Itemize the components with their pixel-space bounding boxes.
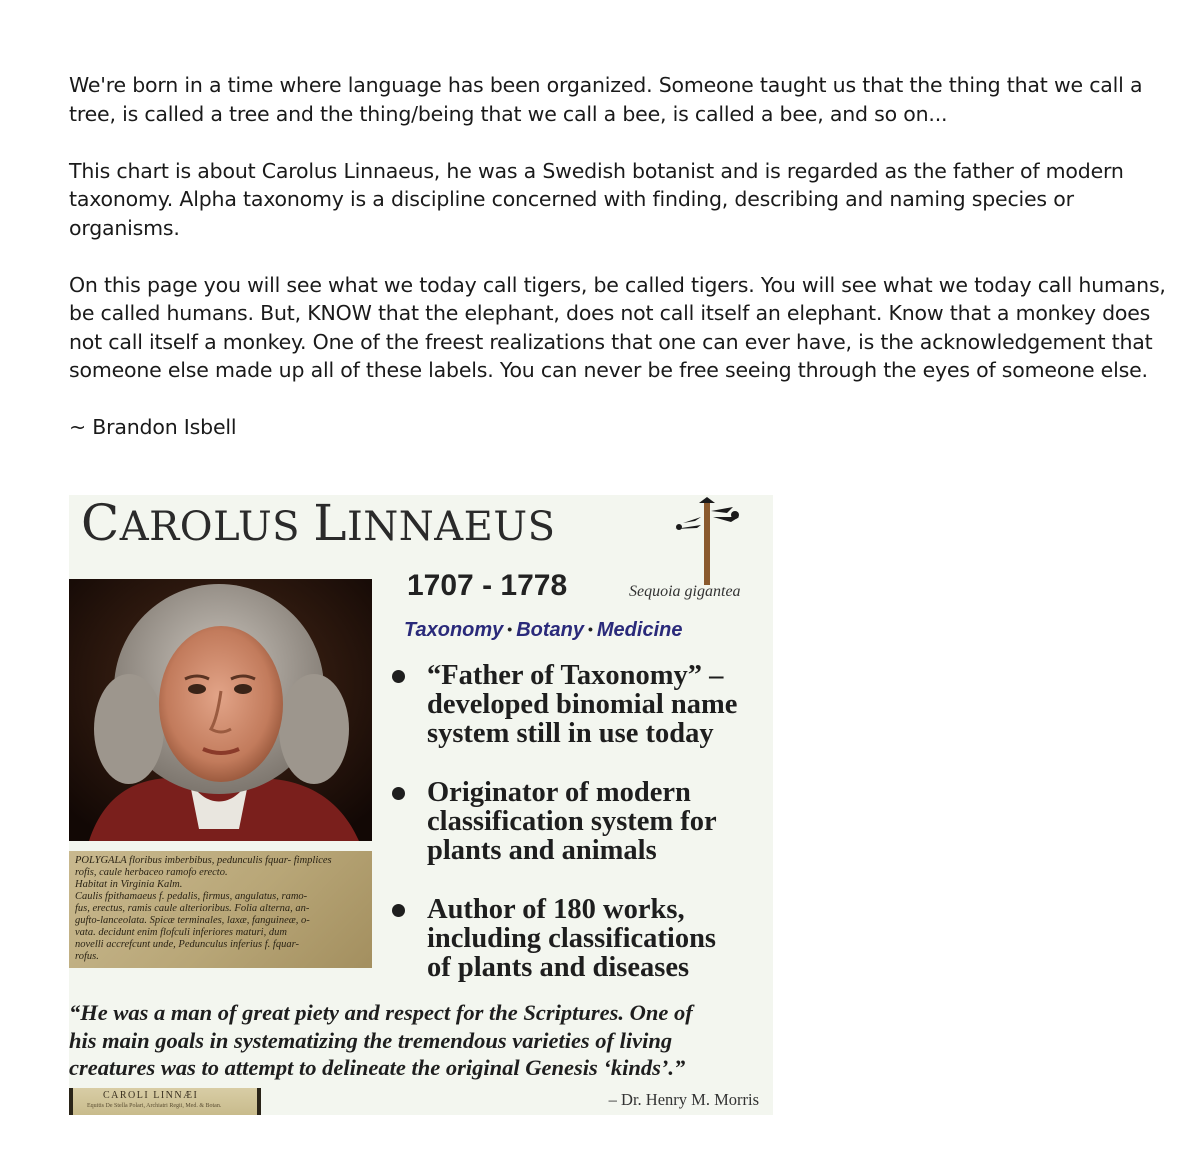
field-separator: •: [587, 621, 593, 637]
bullet-line: Author of 180 works,: [427, 894, 685, 925]
title-initial-c: C: [81, 495, 120, 552]
manuscript-line: vata. decidunt enim flofculi inferiores maturi, dum: [75, 927, 287, 938]
field-taxonomy: Taxonomy: [404, 619, 504, 641]
field-separator: •: [507, 621, 513, 637]
bullet-line: including classifications: [427, 923, 717, 954]
manuscript-line: Habitat in Virginia Kalm.: [75, 879, 183, 890]
bullet-item: [387, 661, 773, 748]
species-caption: Sequoia gigantea: [629, 583, 741, 600]
bullet-item: [387, 895, 773, 982]
bullet-line: developed binomial name: [427, 689, 738, 720]
manuscript-line: rofis, caule herbaceo ramofo erecto.: [75, 867, 228, 878]
bullet-line: system still in use today: [427, 718, 714, 749]
manuscript-line: novelli accrefcunt unde, Pedunculus inferius f. fquar-: [75, 939, 299, 950]
fields-list: [404, 619, 682, 642]
quote-attribution: – Dr. Henry M. Morris: [608, 1090, 759, 1109]
title-initial-l: L: [313, 495, 347, 552]
manuscript-line: rofus.: [75, 951, 99, 962]
intro-paragraph-1: We're born in a time where language has been organized. Someone taught us that the thing that we call a tree, is called a tree and the thing/being that we call a bee, is called a bee, and so on...: [69, 73, 1143, 126]
sequoia-tree-icon: [673, 495, 743, 585]
linnaeus-poster: [69, 495, 773, 1115]
life-years: 1707 - 1778: [407, 569, 568, 602]
morris-quote: [69, 999, 773, 1082]
book-title: CAROLI LINNÆI: [103, 1090, 199, 1101]
field-botany: Botany: [516, 619, 584, 641]
manuscript-line: fus, erectus, ramis caule alterioribus. Folia alterna, an-: [75, 903, 310, 914]
quote-line: his main goals in systematizing the tremendous varieties of living: [69, 1027, 673, 1053]
bullet-line: Originator of modern: [427, 777, 691, 808]
bullet-list: [387, 661, 773, 1012]
bullet-dot: [392, 904, 405, 917]
bullet-dot: [392, 670, 405, 683]
manuscript-line: gufto-lanceolata. Spicæ terminales, laxæ, fanguineæ, o-: [75, 915, 310, 926]
manuscript-excerpt: [69, 851, 372, 968]
poster-title: [81, 495, 555, 555]
title-rest-linnaeus: INNAEUS: [346, 504, 556, 550]
bullet-dot: [392, 787, 405, 800]
manuscript-line: POLYGALA floribus imberbibus, pedunculis fquar- fimplices: [75, 855, 332, 866]
intro-paragraph-3: On this page you will see what we today call tigers, be called tigers. You will see what we today call humans, be called humans. But, KNOW that the elephant, does not call itself an elephant. Know that a monkey does not call itself a monkey. One of the freest realizations that one can ever have, is the acknowledgement that someone else made up all of these labels. You can never be free seeing through the eyes of someone else.: [69, 272, 1166, 382]
bullet-line: classification system for: [427, 806, 717, 837]
intro-paragraph-2: This chart is about Carolus Linnaeus, he was a Swedish botanist and is regarded as the father of modern taxonomy. Alpha taxonomy is a discipline concerned with finding, describing and naming species or organisms.: [69, 158, 1124, 240]
bullet-line: of plants and diseases: [427, 952, 690, 983]
bullet-line: plants and animals: [427, 835, 657, 866]
title-rest-carolus: AROLUS: [119, 504, 314, 550]
manuscript-line: Caulis fpithamaeus f. pedalis, firmus, angulatus, ramo-: [75, 891, 308, 902]
field-medicine: Medicine: [596, 619, 683, 641]
signature: ~ Brandon Isbell: [69, 415, 237, 439]
bullet-item: [387, 778, 773, 865]
quote-line: creatures was to attempt to delineate the original Genesis ‘kinds’.”: [69, 1055, 686, 1080]
quote-line: “He was a man of great piety and respect for the Scriptures. One of: [69, 1000, 693, 1025]
book-cover-fragment: [69, 1088, 261, 1115]
linnaeus-portrait: [69, 579, 372, 841]
bullet-line: “Father of Taxonomy” –: [427, 660, 724, 691]
book-subtitle: Equitis De Stella Polari, Archiatri Regii, Med. & Botan.: [87, 1103, 222, 1109]
intro-text: [69, 71, 1179, 442]
